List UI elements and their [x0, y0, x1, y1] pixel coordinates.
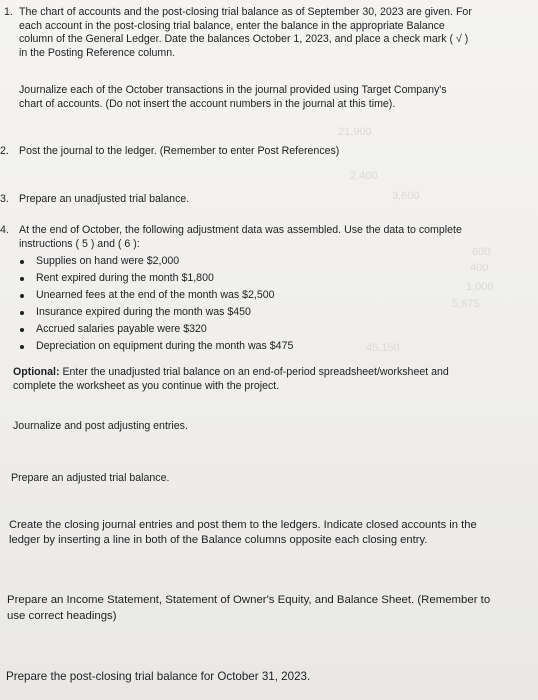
list-item: Rent expired during the month $1,800	[18, 270, 293, 287]
text-line: Create the closing journal entries and post them to the ledgers. Indicate closed accounts in the	[9, 519, 477, 531]
text-line	[13, 366, 449, 380]
item-4-instruction	[19, 224, 462, 251]
item-number: 4.	[0, 224, 9, 236]
item-number: 1.	[4, 6, 13, 18]
show-through-text: 45,150	[366, 342, 400, 354]
item-2-instruction: Post the journal to the ledger. (Remember to enter Post References)	[19, 145, 340, 157]
text-line: chart of accounts. (Do not insert the account numbers in the journal at this time).	[19, 97, 396, 110]
list-item: Depreciation on equipment during the month was $475	[18, 338, 293, 355]
list-item: Supplies on hand were $2,000	[18, 253, 293, 270]
show-through-text: 5,675	[452, 298, 480, 310]
show-through-text: 400	[470, 262, 489, 274]
text-line: complete the worksheet as you continue with the project.	[13, 379, 280, 392]
list-item: Insurance expired during the month was $450	[18, 304, 293, 321]
text-run: Enter the unadjusted trial balance on an end-of-period spreadsheet/worksheet and	[59, 366, 449, 378]
text-line: instructions ( 5 ) and ( 6 ):	[19, 237, 140, 250]
text-line: use correct headings)	[7, 610, 117, 622]
item-10-instruction: Prepare the post-closing trial balance for October 31, 2023.	[6, 670, 311, 683]
text-line: in the Posting Reference column.	[19, 46, 176, 59]
show-through-text: 1,000	[466, 281, 494, 293]
item-7-instruction: Prepare an adjusted trial balance.	[11, 472, 170, 484]
optional-label: Optional:	[13, 366, 60, 378]
item-number: 3.	[0, 193, 9, 205]
item-number: 2.	[0, 145, 9, 157]
text-line: column of the General Ledger. Date the balances October 1, 2023, and place a check mark ( √ )	[19, 33, 469, 45]
item-3-instruction: Prepare an unadjusted trial balance.	[19, 193, 190, 205]
show-through-text: 600	[472, 246, 491, 258]
list-item: Unearned fees at the end of the month was $2,500	[18, 287, 293, 304]
text-line: At the end of October, the following adjustment data was assembled. Use the data to complete	[19, 224, 462, 236]
item-5-optional-instruction	[13, 366, 449, 393]
item-9-instruction	[7, 592, 490, 624]
item-8-instruction	[9, 518, 477, 548]
text-line: Prepare an Income Statement, Statement of Owner's Equity, and Balance Sheet. (Remember to	[7, 594, 491, 606]
item-6-instruction: Journalize and post adjusting entries.	[13, 420, 188, 432]
list-item: Accrued salaries payable were $320	[18, 321, 293, 338]
show-through-text: 2,400	[350, 170, 378, 182]
text-line: each account in the post-closing trial balance, enter the balance in the appropriate Balance	[19, 19, 445, 32]
text-line: Journalize each of the October transactions in the journal provided using Target Company's	[19, 84, 447, 96]
item-1-journalize-instruction	[19, 84, 447, 111]
text-line: The chart of accounts and the post-closing trial balance as of September 30, 2023 are given. For	[19, 6, 472, 18]
show-through-text: 21,900	[338, 126, 372, 138]
show-through-text: 3,600	[392, 190, 420, 202]
item-1-instruction	[19, 6, 472, 60]
adjustment-data-list	[18, 253, 293, 355]
text-line: ledger by inserting a line in both of the Balance columns opposite each closing entry.	[9, 534, 428, 546]
